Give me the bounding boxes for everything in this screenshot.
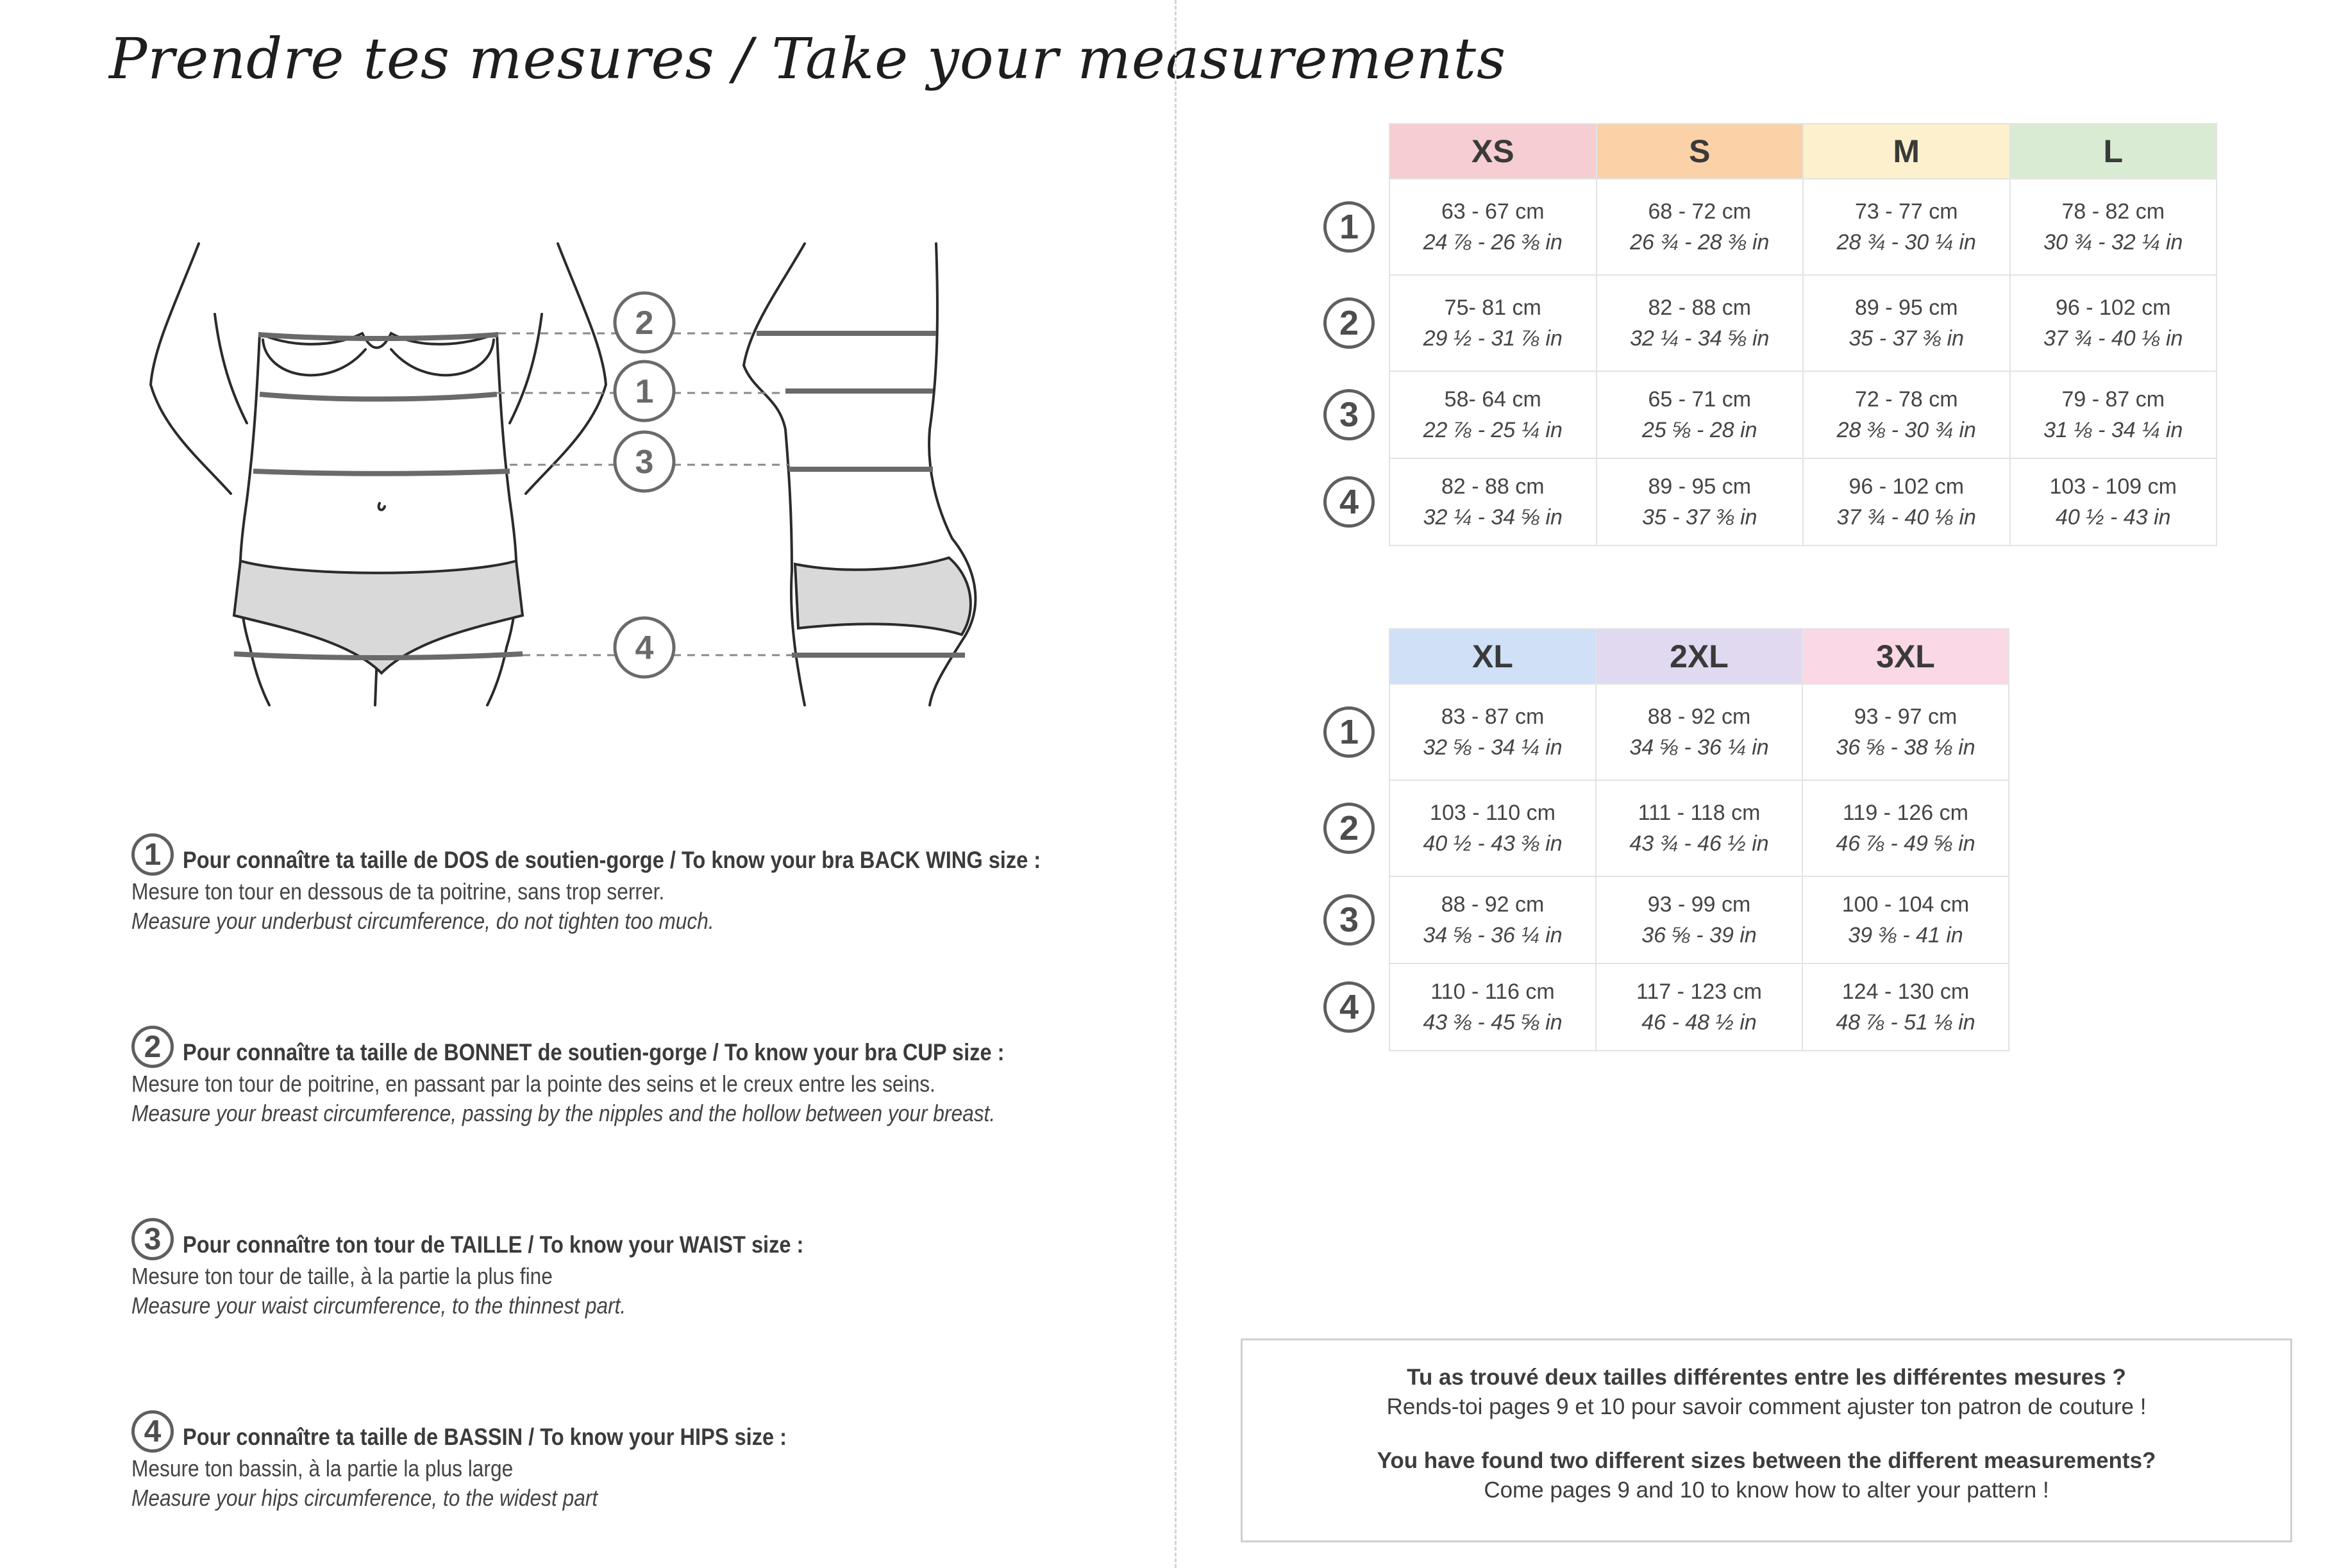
inch-value: 24 ⅞ - 26 ⅜ in: [1423, 230, 1563, 254]
size-cell: [1803, 458, 2010, 546]
size-header-3xl: 3XL: [1802, 629, 2009, 684]
cm-value: 103 - 110 cm: [1430, 801, 1555, 825]
inch-value: 40 ½ - 43 in: [2055, 505, 2171, 530]
instruction-number: 2: [131, 1026, 174, 1068]
size-cell: [1597, 179, 1804, 275]
inch-value: 37 ¾ - 40 ⅛ in: [1836, 505, 1976, 530]
cm-value: 68 - 72 cm: [1648, 199, 1752, 224]
instruction-fr: Mesure ton tour en dessous de ta poitrine, sans trop serrer.: [131, 878, 665, 905]
cm-value: 65 - 71 cm: [1648, 387, 1752, 412]
size-header-m: M: [1803, 124, 2010, 179]
note-en-question: You have found two different sizes between the different measurements?: [1377, 1448, 2156, 1473]
cm-value: 93 - 99 cm: [1647, 892, 1751, 917]
note-box: [1241, 1339, 2292, 1542]
measure-number: 3: [1323, 389, 1375, 440]
size-cell: [1596, 963, 1802, 1051]
cm-value: 78 - 82 cm: [2061, 199, 2165, 224]
cm-value: 89 - 95 cm: [1854, 296, 1958, 320]
size-header-xs: XS: [1389, 124, 1597, 179]
inch-value: 39 ⅜ - 41 in: [1848, 923, 1963, 947]
inch-value: 22 ⅞ - 25 ¼ in: [1423, 418, 1563, 442]
cm-value: 96 - 102 cm: [1849, 474, 1965, 499]
measure-number: 4: [1323, 476, 1375, 528]
size-table-xs-l: [1321, 123, 2217, 546]
size-cell: [1389, 371, 1597, 458]
marker-1: [615, 362, 674, 421]
cm-value: 72 - 78 cm: [1854, 387, 1958, 412]
size-cell: [1597, 371, 1804, 458]
inch-value: 32 ¼ - 34 ⅝ in: [1630, 326, 1770, 351]
inch-value: 28 ⅜ - 30 ¾ in: [1836, 418, 1976, 442]
size-header-xl: XL: [1389, 629, 1596, 684]
instruction-number: 3: [131, 1218, 174, 1260]
size-cell: [1389, 780, 1596, 876]
size-cell: [1596, 780, 1802, 876]
cm-value: 117 - 123 cm: [1636, 980, 1762, 1004]
size-cell: [1802, 780, 2009, 876]
cm-value: 75- 81 cm: [1444, 296, 1541, 320]
inch-value: 43 ¾ - 46 ½ in: [1629, 831, 1769, 856]
cm-value: 110 - 116 cm: [1430, 980, 1555, 1004]
instruction-3: [131, 1218, 1144, 1319]
instruction-number: 1: [131, 833, 174, 876]
instruction-fr: Mesure ton bassin, à la partie la plus large: [131, 1455, 514, 1481]
measure-number: 1: [1323, 201, 1375, 253]
inch-value: 25 ⅝ - 28 in: [1641, 418, 1757, 442]
inch-value: 28 ¾ - 30 ¼ in: [1836, 230, 1976, 254]
inch-value: 34 ⅝ - 36 ¼ in: [1423, 923, 1563, 947]
size-cell: [2010, 275, 2217, 371]
inch-value: 34 ⅝ - 36 ¼ in: [1629, 735, 1769, 760]
marker-2: [615, 293, 674, 352]
measure-number: 1: [1323, 706, 1375, 758]
cm-value: 88 - 92 cm: [1647, 705, 1751, 729]
size-cell: [1803, 275, 2010, 371]
measure-number: 2: [1323, 803, 1375, 854]
size-cell: [1389, 963, 1596, 1051]
measure-number: 2: [1323, 297, 1375, 349]
instruction-heading: Pour connaître ta taille de DOS de soutien-gorge / To know your bra BACK WING size :: [183, 847, 1041, 873]
size-cell: [1389, 684, 1596, 780]
marker-4: [615, 618, 674, 677]
size-cell: [1802, 684, 2009, 780]
instruction-1: [131, 833, 1144, 935]
measure-number: 3: [1323, 894, 1375, 946]
instruction-heading: Pour connaître ta taille de BONNET de soutien-gorge / To know your bra CUP size :: [183, 1039, 1005, 1065]
inch-value: 37 ¾ - 40 ⅛ in: [2043, 326, 2183, 351]
inch-value: 35 - 37 ⅜ in: [1849, 326, 1965, 351]
inch-value: 46 ⅞ - 49 ⅝ in: [1836, 831, 1975, 856]
cm-value: 89 - 95 cm: [1648, 474, 1752, 499]
size-cell: [1597, 458, 1804, 546]
inch-value: 36 ⅝ - 38 ⅛ in: [1836, 735, 1975, 760]
instruction-en: Measure your waist circumference, to the thinnest part.: [131, 1292, 626, 1319]
inch-value: 35 - 37 ⅜ in: [1641, 505, 1757, 530]
cm-value: 100 - 104 cm: [1841, 892, 1970, 917]
cm-value: 96 - 102 cm: [2055, 296, 2171, 320]
inch-value: 40 ½ - 43 ⅜ in: [1423, 831, 1563, 856]
svg-text:3: 3: [635, 444, 654, 481]
instruction-en: Measure your breast circumference, passing by the nipples and the hollow between your breast.: [131, 1100, 996, 1126]
svg-text:2: 2: [635, 304, 654, 342]
inch-value: 26 ¾ - 28 ⅜ in: [1630, 230, 1770, 254]
cm-value: 83 - 87 cm: [1441, 705, 1545, 729]
inch-value: 48 ⅞ - 51 ⅛ in: [1836, 1010, 1975, 1035]
instruction-4: [131, 1410, 1144, 1512]
inch-value: 29 ½ - 31 ⅞ in: [1423, 326, 1563, 351]
measure-number: 4: [1323, 981, 1375, 1033]
note-fr-question: Tu as trouvé deux tailles différentes entre les différentes mesures ?: [1407, 1365, 2126, 1390]
cm-value: 119 - 126 cm: [1843, 801, 1968, 825]
inch-value: 32 ¼ - 34 ⅝ in: [1423, 505, 1563, 530]
note-en-text: Come pages 9 and 10 to know how to alter your pattern !: [1484, 1478, 2049, 1503]
instruction-en: Measure your hips circumference, to the widest part: [131, 1485, 598, 1511]
size-cell: [2010, 179, 2217, 275]
size-cell: [1389, 179, 1597, 275]
cm-value: 111 - 118 cm: [1638, 801, 1761, 825]
instruction-2: [131, 1026, 1144, 1127]
instruction-fr: Mesure ton tour de poitrine, en passant par la pointe des seins et le creux entre les seins.: [131, 1071, 935, 1097]
page-title: Prendre tes mesures / Take your measurements: [109, 26, 1507, 92]
svg-text:1: 1: [635, 373, 654, 410]
cm-value: 73 - 77 cm: [1854, 199, 1958, 224]
inch-value: 32 ⅝ - 34 ¼ in: [1423, 735, 1563, 760]
cm-value: 82 - 88 cm: [1441, 474, 1545, 499]
inch-value: 46 - 48 ½ in: [1641, 1010, 1757, 1035]
instruction-heading: Pour connaître ton tour de TAILLE / To know your WAIST size :: [183, 1231, 804, 1258]
instruction-en: Measure your underbust circumference, do not tighten too much.: [131, 908, 714, 934]
size-cell: [2010, 458, 2217, 546]
instruction-fr: Mesure ton tour de taille, à la partie la plus fine: [131, 1263, 553, 1289]
inch-value: 30 ¾ - 32 ¼ in: [2043, 230, 2183, 254]
size-cell: [1596, 684, 1802, 780]
inch-value: 36 ⅝ - 39 in: [1641, 923, 1757, 947]
size-cell: [2010, 371, 2217, 458]
size-cell: [1597, 275, 1804, 371]
cm-value: 88 - 92 cm: [1441, 892, 1545, 917]
cm-value: 58- 64 cm: [1444, 387, 1541, 412]
size-cell: [1803, 179, 2010, 275]
cm-value: 93 - 97 cm: [1854, 705, 1958, 729]
cm-value: 63 - 67 cm: [1441, 199, 1545, 224]
instruction-heading: Pour connaître ta taille de BASSIN / To know your HIPS size :: [183, 1424, 787, 1450]
size-cell: [1596, 876, 1802, 963]
cm-value: 103 - 109 cm: [2049, 474, 2177, 499]
size-header-l: L: [2010, 124, 2217, 179]
size-cell: [1802, 963, 2009, 1051]
cm-value: 124 - 130 cm: [1841, 980, 1970, 1004]
size-cell: [1803, 371, 2010, 458]
marker-3: [615, 432, 674, 491]
size-cell: [1389, 275, 1597, 371]
size-cell: [1802, 876, 2009, 963]
cm-value: 79 - 87 cm: [2061, 387, 2165, 412]
size-cell: [1389, 458, 1597, 546]
note-fr-text: Rends-toi pages 9 et 10 pour savoir comment ajuster ton patron de couture !: [1386, 1394, 2147, 1419]
instruction-number: 4: [131, 1410, 174, 1453]
size-header-s: S: [1597, 124, 1804, 179]
size-header-2xl: 2XL: [1596, 629, 1802, 684]
cm-value: 82 - 88 cm: [1648, 296, 1752, 320]
svg-text:4: 4: [635, 630, 654, 667]
body-measurement-illustration: [138, 237, 1003, 712]
inch-value: 31 ⅛ - 34 ¼ in: [2043, 418, 2183, 442]
size-cell: [1389, 876, 1596, 963]
page-divider: [1175, 0, 1177, 1568]
size-table-xl-3xl: [1321, 628, 2009, 1051]
inch-value: 43 ⅜ - 45 ⅝ in: [1423, 1010, 1563, 1035]
